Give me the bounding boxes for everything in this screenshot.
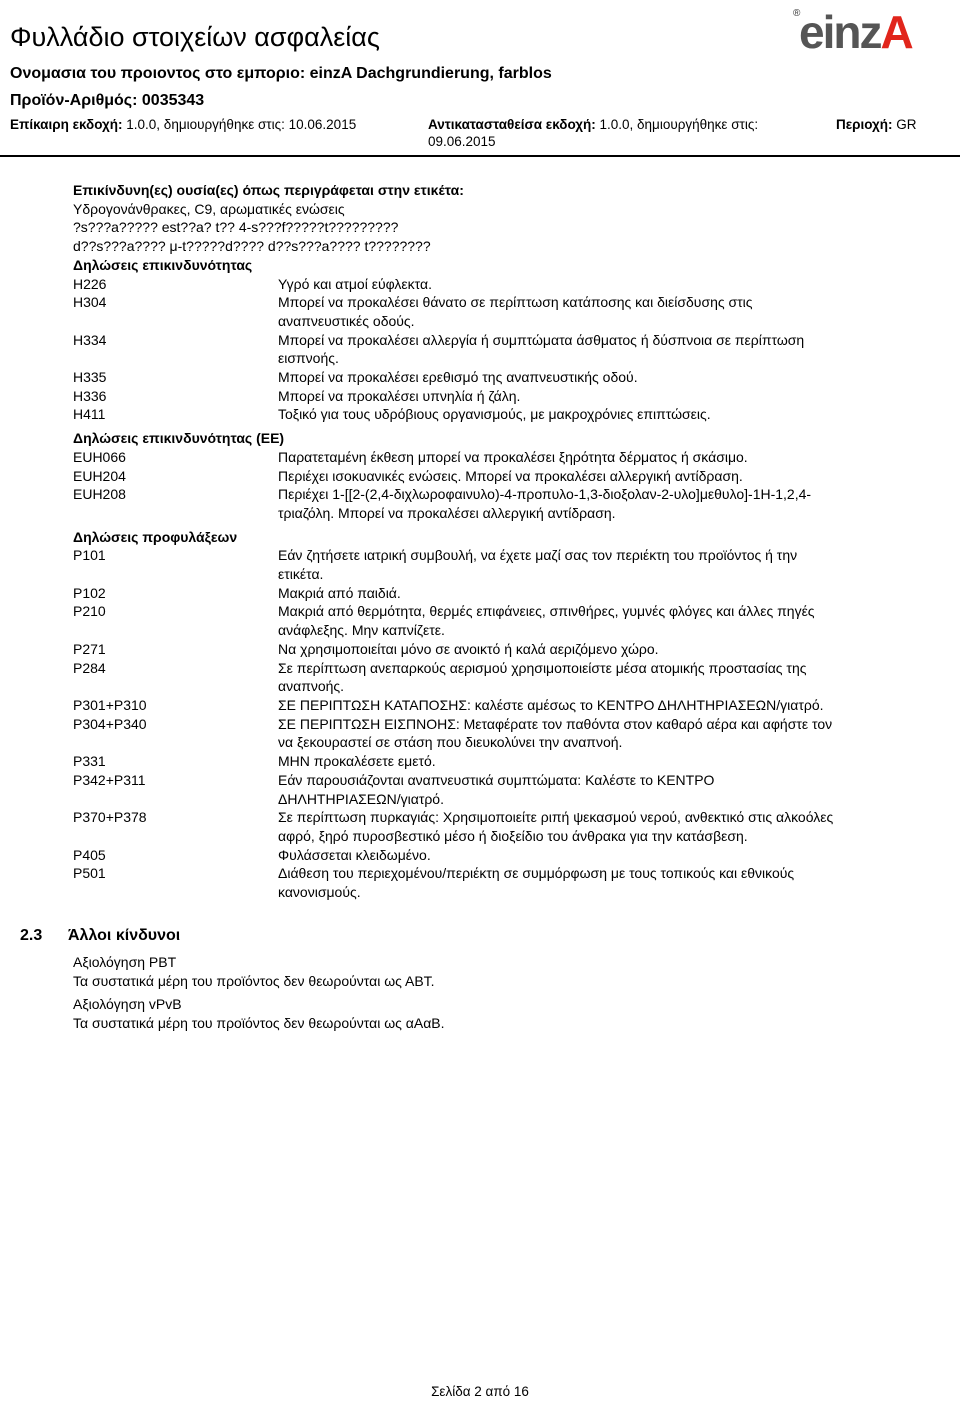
statement-text xyxy=(278,546,933,583)
statement-code: P102 xyxy=(73,584,106,601)
statement-code: EUH066 xyxy=(73,448,126,465)
logo-registered: ® xyxy=(793,8,801,19)
statement-row xyxy=(73,275,933,294)
statement-text-line: Σε περίπτωση ανεπαρκούς αερισμού χρησιμοποιείστε μέσα ατομικής προστασίας της xyxy=(278,659,807,676)
statement-text-line: Περιέχει ισοκυανικές ενώσεις. Μπορεί να προκαλέσει αλλεργική αντίδραση. xyxy=(278,467,743,484)
replaced-version-label: Αντικατασταθείσα εκδοχή: xyxy=(428,117,596,132)
statement-row xyxy=(73,808,933,845)
statement-text xyxy=(278,293,933,330)
statement-text-line: Μπορεί να προκαλέσει υπνηλία ή ζάλη. xyxy=(278,387,521,404)
region xyxy=(836,117,917,132)
substance-line: ?s???a????? est??a? t?? 4-s???f?????t????????? xyxy=(73,219,399,236)
current-version xyxy=(10,117,356,132)
statement-text xyxy=(278,640,933,659)
statement-text-line: Εάν ζητήσετε ιατρική συμβουλή, να έχετε μαζί σας τον περιέκτη του προϊόντος ή την xyxy=(278,547,798,564)
statement-text-line: Να χρησιμοποιείται μόνο σε ανοικτό ή καλά αεριζόμενο χώρο. xyxy=(278,640,659,657)
statement-row xyxy=(73,846,933,865)
statement-row xyxy=(73,659,933,696)
statement-code: P284 xyxy=(73,659,106,676)
statement-text xyxy=(278,485,933,522)
statement-code: H335 xyxy=(73,369,107,386)
replaced-version xyxy=(428,117,758,132)
statement-text xyxy=(278,602,933,639)
trade-name-value: einzA Dachgrundierung, farblos xyxy=(309,65,552,82)
statement-text xyxy=(278,405,933,424)
label-elements-section xyxy=(73,181,933,902)
section-title: Άλλοι κίνδυνοι xyxy=(68,927,181,944)
statement-row xyxy=(73,584,933,603)
statement-code: H336 xyxy=(73,387,107,404)
statement-text-line: Μακριά από παιδιά. xyxy=(278,584,401,601)
einza-logo xyxy=(793,4,913,56)
statement-text xyxy=(278,387,933,406)
pbt-text: Τα συστατικά μέρη του προϊόντος δεν θεωρούνται ως ΑΒΤ. xyxy=(73,972,435,989)
precautionary-statements-list xyxy=(73,546,933,901)
statement-text-line: να ξεκουραστεί σε στάση που διευκολύνει την αναπνοή. xyxy=(278,734,623,751)
product-number-line xyxy=(10,92,204,110)
statement-code: P304+P340 xyxy=(73,715,147,732)
statement-text-line: Τοξικό για τους υδρόβιους οργανισμούς, με μακροχρόνιες επιπτώσεις. xyxy=(278,406,711,423)
statement-text-line: ετικέτα. xyxy=(278,566,324,583)
product-number-label: Προϊόν-Αριθμός: xyxy=(10,92,138,109)
product-number-value: 0035343 xyxy=(141,92,205,109)
statement-text-line: ΣΕ ΠΕΡΙΠΤΩΣΗ ΚΑΤΑΠΟΣΗΣ: καλέστε αμέσως το ΚΕΝΤΡΟ ΔΗΛΗΤΗΡΙΑΣΕΩΝ/γιατρό. xyxy=(278,696,824,713)
statement-text-line: Μακριά από θερμότητα, θερμές επιφάνειες, σπινθήρες, γυμνές φλόγες και άλλες πηγές xyxy=(278,603,815,620)
current-version-value: 1.0.0, δημιουργήθηκε στις: 10.06.2015 xyxy=(126,117,357,132)
statement-text-line: αναπνευστικές οδούς. xyxy=(278,312,415,329)
statement-text-line: εισπνοής. xyxy=(278,350,339,367)
logo-text: einzA xyxy=(799,6,912,56)
statement-text xyxy=(278,275,933,294)
statement-row xyxy=(73,293,933,330)
hazardous-substances-heading: Επικίνδυνη(ες) ουσία(ες) όπως περιγράφεται στην ετικέτα: xyxy=(73,182,464,198)
other-hazards-section xyxy=(73,953,445,1033)
statement-row xyxy=(73,448,933,467)
statement-text xyxy=(278,715,933,752)
statement-row xyxy=(73,387,933,406)
statement-code: P370+P378 xyxy=(73,809,147,826)
statement-text-line: Μπορεί να προκαλέσει αλλεργία ή συμπτώματα άσθματος ή δύσπνοια σε περίπτωση xyxy=(278,331,805,348)
pbt-label: Αξιολόγηση PBT xyxy=(73,954,177,970)
eu-hazard-statements-list xyxy=(73,448,933,523)
vpvb-text: Τα συστατικά μέρη του προϊόντος δεν θεωρούνται ως αΑαΒ. xyxy=(73,1015,445,1032)
statement-code: P342+P311 xyxy=(73,771,146,788)
replaced-version-value: 1.0.0, δημιουργήθηκε στις: xyxy=(599,117,759,132)
statement-text-line: αναπνοής. xyxy=(278,678,345,695)
trade-name-label: Ονομασια του προιοντος στο εμποριο: xyxy=(10,65,306,82)
vpvb-label: Αξιολόγηση vPvB xyxy=(73,996,182,1013)
statement-code: EUH208 xyxy=(73,486,126,503)
statement-code: P405 xyxy=(73,846,106,863)
substance-line: d??s???a???? μ-t?????d???? d??s???a???? t???????? xyxy=(73,238,431,255)
header-divider xyxy=(0,155,960,157)
document-title: Φυλλάδιο στοιχείων ασφαλείας xyxy=(10,22,380,52)
statement-text-line: ΜΗΝ προκαλέσετε εμετό. xyxy=(278,753,436,770)
statement-text-line: τριαζόλη. Μπορεί να προκαλέσει αλλεργική αντίδραση. xyxy=(278,504,616,521)
statement-row xyxy=(73,368,933,387)
statement-text xyxy=(278,659,933,696)
section-number: 2.3 xyxy=(20,927,43,944)
statement-code: H411 xyxy=(73,406,106,423)
statement-text xyxy=(278,752,933,771)
statement-text xyxy=(278,696,933,715)
eu-hazard-statements-heading: Δηλώσεις επικινδυνότητας (ΕΕ) xyxy=(73,430,285,447)
statement-row xyxy=(73,602,933,639)
statement-code: P271 xyxy=(73,640,106,657)
page-number: Σελίδα 2 από 16 xyxy=(431,1384,529,1399)
region-value: GR xyxy=(896,117,917,132)
statement-text xyxy=(278,584,933,603)
statement-text-line: Μπορεί να προκαλέσει θάνατο σε περίπτωση κατάποσης και διείσδυσης στις xyxy=(278,294,753,311)
hazard-statements-heading: Δηλώσεις επικινδυνότητας xyxy=(73,256,253,273)
current-version-label: Επίκαιρη εκδοχή: xyxy=(10,117,123,132)
statement-row xyxy=(73,752,933,771)
statement-text-line: Διάθεση του περιεχομένου/περιέκτη σε συμμόρφωση με τους τοπικούς και εθνικούς xyxy=(278,865,795,882)
statement-text xyxy=(278,331,933,368)
statement-text-line: ΣΕ ΠΕΡΙΠΤΩΣΗ ΕΙΣΠΝΟΗΣ: Μεταφέρατε τον παθόντα στον καθαρό αέρα και αφήστε τον xyxy=(278,715,833,732)
statement-text xyxy=(278,846,933,865)
statement-row xyxy=(73,485,933,522)
statement-code: H334 xyxy=(73,331,107,348)
statement-text-line: αφρό, ξηρό πυροσβεστικό μέσο ή διοξείδιο του άνθρακα για την κατάσβεση. xyxy=(278,827,748,844)
hazard-statements-list xyxy=(73,275,933,425)
statement-text-line: Φυλάσσεται κλειδωμένο. xyxy=(278,846,431,863)
statement-text-line: κανονισμούς. xyxy=(278,884,361,901)
statement-code: H304 xyxy=(73,294,107,311)
statement-text-line: Παρατεταμένη έκθεση μπορεί να προκαλέσει ξηρότητα δέρματος ή σκάσιμο. xyxy=(278,448,748,465)
statement-text-line: Εάν παρουσιάζονται αναπνευστικά συμπτώματα: Καλέστε το ΚΕΝΤΡΟ xyxy=(278,771,715,788)
statement-row xyxy=(73,467,933,486)
statement-code: H226 xyxy=(73,275,107,292)
trade-name-line xyxy=(10,65,552,83)
statement-row xyxy=(73,405,933,424)
statement-row xyxy=(73,771,933,808)
statement-text-line: ΔΗΛΗΤΗΡΙΑΣΕΩΝ/γιατρό. xyxy=(278,790,444,807)
statement-code: P301+P310 xyxy=(73,696,147,713)
statement-text xyxy=(278,864,933,901)
statement-code: EUH204 xyxy=(73,467,126,484)
substance-line: Υδρογονάνθρακες, C9, αρωματικές ενώσεις xyxy=(73,200,345,217)
statement-row xyxy=(73,546,933,583)
precautionary-statements-heading: Δηλώσεις προφυλάξεων xyxy=(73,528,238,545)
statement-row xyxy=(73,331,933,368)
statement-code: P101 xyxy=(73,547,106,564)
statement-code: P210 xyxy=(73,603,106,620)
statement-row xyxy=(73,640,933,659)
statement-row xyxy=(73,864,933,901)
statement-text xyxy=(278,448,933,467)
statement-text xyxy=(278,808,933,845)
statement-code: P501 xyxy=(73,865,106,882)
statement-text-line: Μπορεί να προκαλέσει ερεθισμό της αναπνευστικής οδού. xyxy=(278,369,638,386)
statement-text xyxy=(278,771,933,808)
statement-row xyxy=(73,715,933,752)
statement-row xyxy=(73,696,933,715)
statement-text-line: Σε περίπτωση πυρκαγιάς: Χρησιμοποιείτε ριπή ψεκασμού νερού, ανθεκτικό στις αλκοόλες xyxy=(278,809,834,826)
statement-text-line: ανάφλεξης. Μην καπνίζετε. xyxy=(278,622,445,639)
statement-text-line: Υγρό και ατμοί εύφλεκτα. xyxy=(278,275,432,292)
region-label: Περιοχή: xyxy=(836,117,893,132)
statement-code: P331 xyxy=(73,753,106,770)
replaced-version-date: 09.06.2015 xyxy=(428,134,496,149)
statement-text xyxy=(278,467,933,486)
statement-text xyxy=(278,368,933,387)
statement-text-line: Περιέχει 1-[[2-(2,4-διχλωροφαινυλο)-4-προπυλο-1,3-διοξολαν-2-υλο]μεθυλο]-1H-1,2,4- xyxy=(278,486,812,503)
